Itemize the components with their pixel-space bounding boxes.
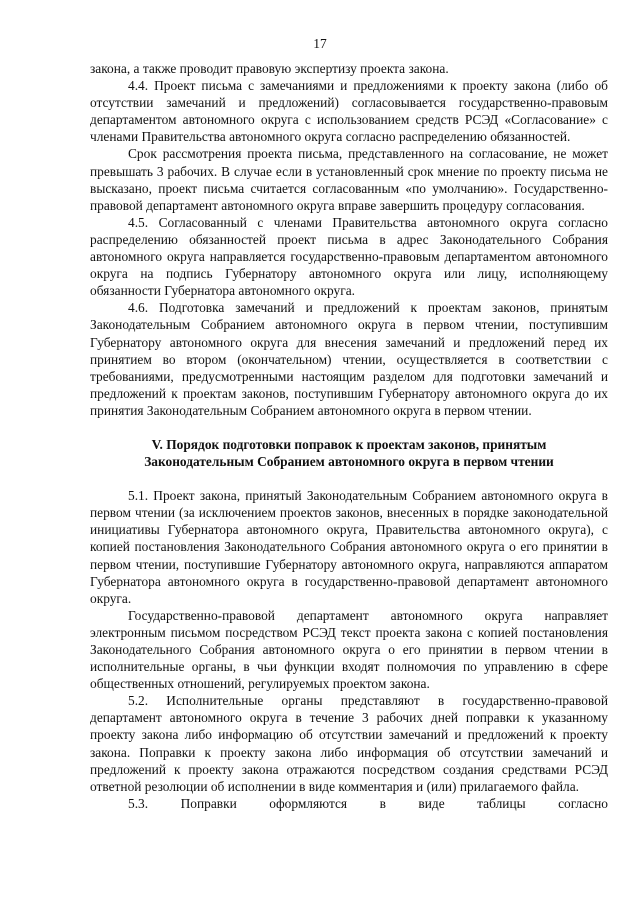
paragraph: закона, а также проводит правовую экспертизу проекта закона.: [90, 61, 449, 76]
paragraph: 5.1. Проект закона, принятый Законодательным Собранием автономного округа в первом чтении (за исключением проектов законов, внесенных в порядке законодательной инициативы Губернатора автономного округа, Правительства автономного округа), с копией постановления Законодательного Собрания автономного округа о его принятии в первом чтении, поступившие Губернатору автономного округа, направляются аппаратом Губернатора автономного округа в государственно-правовой департамент автономного округа.: [90, 488, 608, 606]
paragraph: Государственно-правовой департамент автономного округа направляет электронным письмом посредством РСЭД текст проекта закона с копией постановления Законодательного Собрания автономного округа о его принятии в первом чтении в исполнительные органы, в чьи функции входят полномочия по управлению в сфере общественных отношений, регулируемых проектом закона.: [90, 607, 608, 692]
paragraph: 5.3. Поправки оформляются в виде таблицы согласно: [128, 795, 608, 811]
paragraph: 4.5. Согласованный с членами Правительства автономного округа согласно распределению обязанностей проект письма в адрес Законодательного Собрания автономного округа направляется государственно-правовым департаментом автономного округа на подпись Губернатору автономного округа или лицу, исполняющему обязанности Губернатора автономного округа.: [90, 214, 608, 299]
page-number: 17: [313, 36, 327, 51]
paragraph: 4.6. Подготовка замечаний и предложений к проектам законов, принятым Законодательным Собранием автономного округа в первом чтении, поступившим Губернатору автономного округа для внесения замечаний и предложений перед их принятием во втором (окончательном) чтении, осуществляется в соответствии с требованиями, предусмотренными настоящим разделом для подготовки замечаний и предложений к проектам законов, поступившим Губернатору автономного округа до их принятия Законодательным Собранием автономного округа в первом чтении.: [90, 300, 608, 418]
paragraphs-before-section: [90, 60, 608, 419]
document-body: [90, 60, 608, 812]
paragraph: 5.2. Исполнительные органы представляют в государственно-правовой департамент автономного округа в течение 3 рабочих дней поправки к указанному проекту закона либо информацию об отсутствии замечаний и предложений к проекту закона. Поправки к проекту закона либо информация об отсутствии замечаний и предложений к проекту закона отражаются посредством создания средствами РСЭД ответной резолюции об исполнении в виде комментария и (или) прилагаемого файла.: [90, 693, 608, 794]
section-heading: V. Порядок подготовки поправок к проектам законов, принятым Законодательным Собранием автономного округа в первом чтении: [144, 436, 554, 470]
paragraph: 4.4. Проект письма с замечаниями и предложениями к проекту закона (либо об отсутствии замечаний и предложений) согласовывается государственно-правовым департаментом автономного округа с использованием средств РСЭД «Согласование» с членами Правительства автономного округа согласно распределению обязанностей.: [90, 78, 608, 145]
paragraph: Срок рассмотрения проекта письма, представленного на согласование, не может превышать 3 рабочих. В случае если в установленный срок мнение по проекту письма не высказано, проект письма считается согласованным «по умолчанию». Государственно-правовой департамент автономного округа вправе завершить процедуру согласования.: [90, 146, 608, 213]
paragraphs-after-section: [90, 487, 608, 812]
